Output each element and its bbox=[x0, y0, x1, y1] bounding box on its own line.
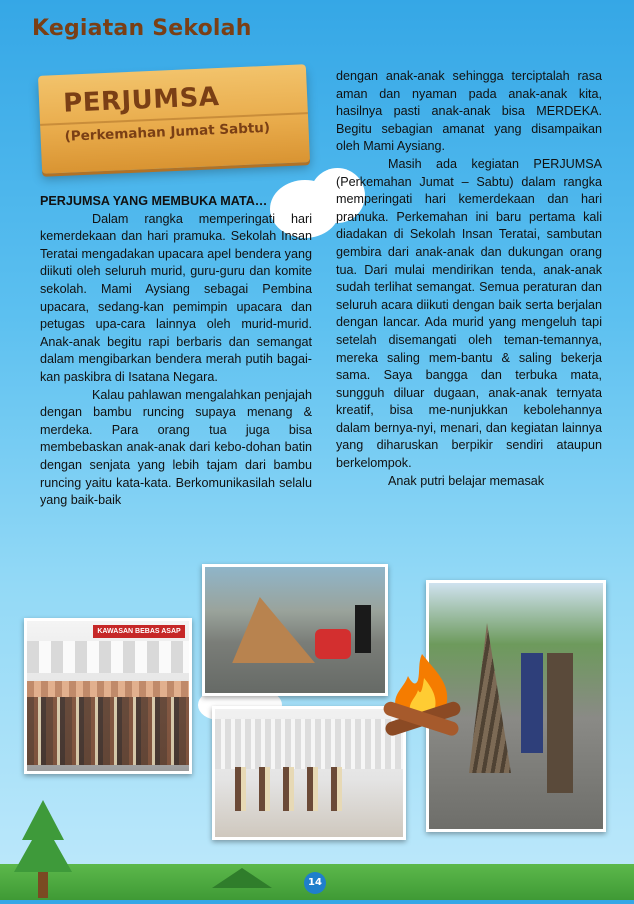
paragraph: Masih ada kegiatan PERJUMSA (Perkemahan Jumat – Sabtu) dalam rangka memperingati hari kemerdekaan dan hari pramuka. Perkemahan ini baru pertama kali diadakan di Sekolah Insan Teratai, sambutan gembira dari anak-anak dan dukungan orang tua. Dari mulai mendirikan tenda, anak-anak sudah terlihat semangat. Semua peraturan dan seluruh acara diikuti dengan baik serta berjalan dengan lancar. Ada murid yang mengeluh tapi setelah disemangati oleh teman-temannya, mereka saling mem-bantu & saling bekerja sama. Saya bangga dan terbuka mata, sungguh diluar dugaan, anak-anak ternyata kreatif, bisa me-nunjukkan kebolehannya dalam bernya-nyi, menari, dan kegiatan lainnya yang diharuskan berpikir sendiri ataupun berkelompok. bbox=[336, 156, 602, 471]
campfire-icon bbox=[374, 650, 470, 740]
title-plank-banner bbox=[38, 64, 310, 174]
paragraph: Dalam rangka memperingati hari kemerdekaan dan hari pramuka. Sekolah Insan Teratai mengadakan upacara apel bendera yang diikuti oleh seluruh murid, guru-guru dan komite sekolah. Mami Aysiang sebagai Pembina upacara, sedang-kan pemimpin upacara dan petugas upa-cara lainnya oleh murid-murid. Anak-anak begitu rapi berbaris dan semangat dalam mengibarkan bendera merah putih bagai-kan paskibra di Isatana Negara. bbox=[40, 211, 312, 384]
paragraph: Kalau pahlawan mengalahkan penjajah dengan bambu runcing supaya menang & merdeka. Para orang tua juga bisa membebaskan anak-anak dari kebo-dohan batin dengan senjata yang lebih tajam dari bambu runcing yaitu kata-kata. Berkomunikasilah selalu yang baik-baik bbox=[40, 387, 312, 508]
banner-subtitle: (Perkemahan Jumat Sabtu) bbox=[64, 119, 271, 145]
section-title: Kegiatan Sekolah bbox=[32, 16, 252, 41]
tree-icon bbox=[6, 800, 80, 900]
article-left-column bbox=[40, 193, 312, 510]
banner-title: PERJUMSA bbox=[62, 82, 221, 119]
no-smoking-sign: KAWASAN BEBAS ASAP bbox=[93, 625, 185, 638]
photo-group-school-entrance bbox=[24, 618, 192, 774]
paragraph: dengan anak-anak sehingga terciptalah rasa aman dan nyaman pada anak-anak kita, hasilnya pasti anak-anak bisa MERDEKA. Begitu sebagian amanat yang disampaikan oleh Mami Aysiang. bbox=[336, 69, 602, 154]
paragraph: Anak putri belajar memasak bbox=[388, 473, 545, 488]
page-number: 14 bbox=[304, 872, 326, 894]
photo-tent-pitching bbox=[202, 564, 388, 696]
bush-icon bbox=[212, 868, 272, 888]
article-right-column bbox=[336, 68, 602, 490]
article-heading: PERJUMSA YANG MEMBUKA MATA… bbox=[40, 194, 268, 208]
